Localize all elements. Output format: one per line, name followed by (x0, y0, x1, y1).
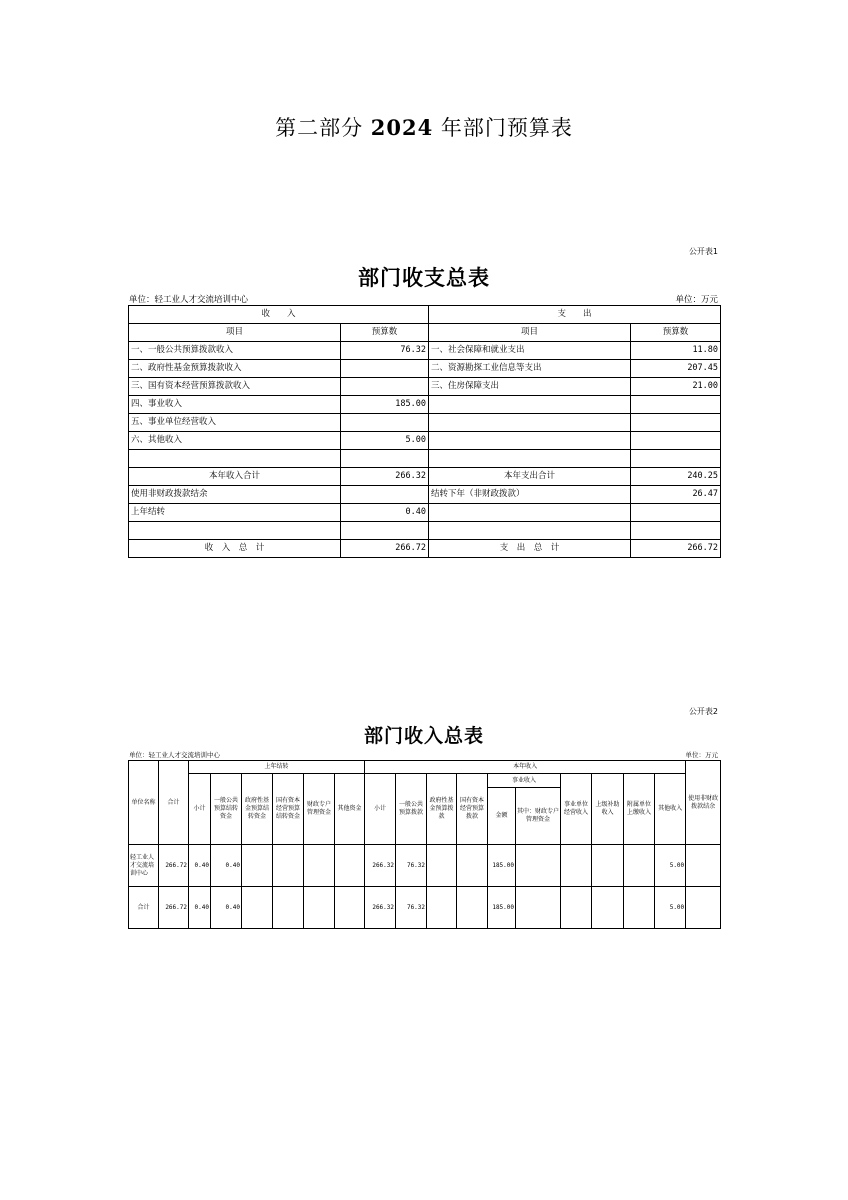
page-title-year: 2024 (370, 115, 434, 140)
income-item: 六、其他收入 (129, 432, 341, 450)
expense-value (631, 414, 721, 432)
cell (427, 887, 457, 929)
income-item: 使用非财政拨款结余 (129, 486, 341, 504)
total-header: 合计 (159, 761, 189, 845)
expense-value (631, 522, 721, 540)
total-row (129, 540, 721, 558)
this-year-col-header: 国有资本经营预算拨款 (457, 774, 488, 845)
expense-total-value: 266.72 (631, 540, 721, 558)
expense-total-label: 支 出 总 计 (429, 540, 631, 558)
expense-item (429, 432, 631, 450)
expense-value: 21.00 (631, 378, 721, 396)
expense-item (429, 504, 631, 522)
page-title (0, 112, 848, 142)
expense-subtotal-value: 240.25 (631, 468, 721, 486)
table-row (129, 845, 721, 887)
unit-name-header: 单位名称 (129, 761, 159, 845)
row-unit-name: 合计 (129, 887, 159, 929)
income-summary-table (128, 760, 721, 929)
table-row (129, 504, 721, 522)
subtotal-row (129, 468, 721, 486)
cell: 266.32 (365, 845, 396, 887)
table-row (129, 360, 721, 378)
income-item (129, 450, 341, 468)
cell: 5.00 (655, 887, 686, 929)
expense-item: 三、住房保障支出 (429, 378, 631, 396)
table-row (129, 378, 721, 396)
cell: 76.32 (396, 845, 427, 887)
income-budget-header: 预算数 (341, 324, 429, 342)
table-row (129, 342, 721, 360)
income-item: 一、一般公共预算拨款收入 (129, 342, 341, 360)
business-col-header: 其中：财政专户管理资金 (516, 788, 561, 845)
last-year-col-header: 小计 (189, 774, 211, 845)
income-expense-table (128, 305, 721, 558)
cell (592, 887, 624, 929)
table2-unit-right: 单位：万元 (685, 751, 718, 759)
expense-value: 26.47 (631, 486, 721, 504)
table1-title: 部门收支总表 (358, 265, 490, 290)
income-item (129, 522, 341, 540)
table-row (129, 450, 721, 468)
table1-column-header-row (129, 324, 721, 342)
income-value (341, 414, 429, 432)
table-row (129, 432, 721, 450)
cell (561, 887, 592, 929)
income-subtotal-value: 266.32 (341, 468, 429, 486)
business-col-header: 金额 (488, 788, 516, 845)
cell: 266.72 (159, 845, 189, 887)
expense-value (631, 450, 721, 468)
income-item: 上年结转 (129, 504, 341, 522)
last-year-col-header: 财政专户管理资金 (304, 774, 335, 845)
expense-header: 支 出 (429, 306, 721, 324)
income-value (341, 486, 429, 504)
income-value (341, 378, 429, 396)
cell: 0.40 (189, 887, 211, 929)
expense-subtotal-label: 本年支出合计 (429, 468, 631, 486)
table2-title: 部门收入总表 (363, 725, 484, 747)
cell (592, 845, 624, 887)
income-total-value: 266.72 (341, 540, 429, 558)
this-year-header: 本年收入 (365, 761, 686, 774)
table2-public-label: 公开表2 (688, 707, 718, 716)
cell (427, 845, 457, 887)
this-year-col-header: 政府性基金预算拨款 (427, 774, 457, 845)
expense-value (631, 504, 721, 522)
this-year-col-header: 小计 (365, 774, 396, 845)
table2-unit-left: 单位：轻工业人才交流培训中心 (129, 751, 220, 759)
income-value: 76.32 (341, 342, 429, 360)
income-item: 二、政府性基金预算拨款收入 (129, 360, 341, 378)
table-row (129, 522, 721, 540)
table-row (129, 414, 721, 432)
income-value (341, 360, 429, 378)
cell (304, 887, 335, 929)
cell: 266.32 (365, 887, 396, 929)
income-item-header: 项目 (129, 324, 341, 342)
income-value: 0.40 (341, 504, 429, 522)
last-year-col-header: 其他资金 (335, 774, 365, 845)
table1-unit-left: 单位：轻工业人才交流培训中心 (129, 295, 249, 305)
this-year-col-header: 附属单位上缴收入 (624, 774, 655, 845)
table-row (129, 887, 721, 929)
expense-item-header: 项目 (429, 324, 631, 342)
table-row (129, 396, 721, 414)
cell (242, 845, 273, 887)
income-item: 三、国有资本经营预算拨款收入 (129, 378, 341, 396)
cell: 185.00 (488, 845, 516, 887)
expense-value (631, 432, 721, 450)
last-year-col-header: 一般公共预算结转资金 (211, 774, 242, 845)
cell: 185.00 (488, 887, 516, 929)
expense-item (429, 414, 631, 432)
cell (335, 887, 365, 929)
expense-budget-header: 预算数 (631, 324, 721, 342)
income-item: 四、事业收入 (129, 396, 341, 414)
table1-unit-right: 单位：万元 (675, 295, 718, 305)
this-year-col-header: 上级补助收入 (592, 774, 624, 845)
table1-public-label: 公开表1 (688, 247, 718, 256)
page-title-prefix: 第二部分 (275, 116, 364, 140)
cell: 0.40 (211, 845, 242, 887)
income-total-label: 收 入 总 计 (129, 540, 341, 558)
cell (686, 845, 721, 887)
table-row (129, 486, 721, 504)
cell (516, 845, 561, 887)
expense-item: 二、资源勘探工业信息等支出 (429, 360, 631, 378)
table1-group-header-row (129, 306, 721, 324)
page-title-suffix: 年部门预算表 (440, 116, 573, 140)
cell: 0.40 (211, 887, 242, 929)
expense-item (429, 450, 631, 468)
income-item: 五、事业单位经营收入 (129, 414, 341, 432)
cell (516, 887, 561, 929)
this-year-col-header: 一般公共预算拨款 (396, 774, 427, 845)
income-subtotal-label: 本年收入合计 (129, 468, 341, 486)
expense-item (429, 522, 631, 540)
cell (686, 887, 721, 929)
cell (624, 887, 655, 929)
cell (624, 845, 655, 887)
table2-header-row-1 (129, 761, 721, 774)
income-value (341, 522, 429, 540)
last-year-header: 上年结转 (189, 761, 365, 774)
expense-value: 11.80 (631, 342, 721, 360)
cell (273, 887, 304, 929)
cell: 5.00 (655, 845, 686, 887)
cell (457, 845, 488, 887)
use-non-fiscal-header: 使用非财政拨款结余 (686, 761, 721, 845)
cell: 266.72 (159, 887, 189, 929)
expense-item: 结转下年（非财政拨款） (429, 486, 631, 504)
expense-value: 207.45 (631, 360, 721, 378)
last-year-col-header: 国有资本经营预算结转资金 (273, 774, 304, 845)
business-income-header: 事业收入 (488, 774, 561, 788)
expense-item: 一、社会保障和就业支出 (429, 342, 631, 360)
cell: 76.32 (396, 887, 427, 929)
cell (457, 887, 488, 929)
this-year-col-header: 其他收入 (655, 774, 686, 845)
income-value: 185.00 (341, 396, 429, 414)
this-year-col-header: 事业单位经营收入 (561, 774, 592, 845)
last-year-col-header: 政府性基金预算结转资金 (242, 774, 273, 845)
expense-value (631, 396, 721, 414)
row-unit-name: 轻工业人才交流培训中心 (129, 845, 159, 887)
cell (561, 845, 592, 887)
table2-header-row-2 (129, 774, 721, 788)
income-value (341, 450, 429, 468)
cell: 0.40 (189, 845, 211, 887)
cell (242, 887, 273, 929)
income-header: 收 入 (129, 306, 429, 324)
cell (335, 845, 365, 887)
cell (273, 845, 304, 887)
expense-item (429, 396, 631, 414)
income-value: 5.00 (341, 432, 429, 450)
cell (304, 845, 335, 887)
